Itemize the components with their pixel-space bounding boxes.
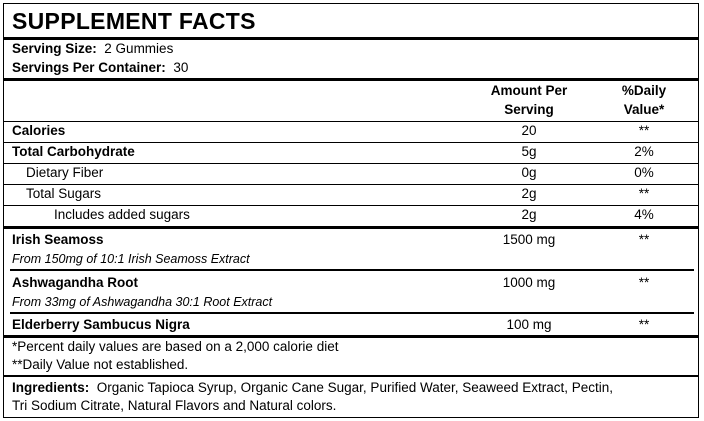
ingredient-name: Irish Seamoss (12, 232, 104, 247)
servings-per-container (12, 59, 188, 77)
dv-header-line1: %Daily (621, 83, 667, 98)
ingredient-name: Elderberry Sambucus Nigra (12, 317, 190, 332)
nutrient-name: Total Sugars (26, 186, 102, 201)
ingredient-amount: 1000 mg (502, 275, 556, 290)
footnote-not-established: **Daily Value not established. (12, 357, 189, 372)
ingredient-note: From 150mg of 10:1 Irish Seamoss Extract (12, 252, 250, 266)
nutrient-amount: 2g (521, 207, 537, 222)
nutrient-amount: 20 (521, 123, 537, 138)
nutrient-dv: 4% (634, 207, 654, 222)
servings-per-container-value: 30 (173, 60, 189, 75)
nutrient-dv: ** (638, 123, 650, 138)
divider (10, 269, 694, 271)
nutrient-dv: 2% (634, 144, 654, 159)
nutrient-dv: 0% (634, 165, 654, 180)
ingredients-label: Ingredients: (12, 380, 90, 395)
dv-header-line2: Value* (623, 102, 665, 117)
nutrient-amount: 5g (521, 144, 537, 159)
ingredient-amount: 100 mg (506, 317, 552, 332)
serving-size (12, 40, 173, 58)
serving-size-value: 2 Gummies (104, 41, 174, 56)
servings-per-container-label: Servings Per Container: (12, 60, 166, 75)
divider (4, 226, 698, 229)
serving-size-label: Serving Size: (12, 41, 97, 56)
ingredients-text-2: Tri Sodium Citrate, Natural Flavors and Natural colors. (12, 398, 337, 413)
ingredient-dv: ** (638, 317, 650, 332)
ingredients-line1 (12, 379, 613, 397)
nutrient-amount: 2g (521, 186, 537, 201)
nutrient-name: Total Carbohydrate (12, 144, 135, 159)
nutrient-name: Calories (12, 123, 66, 138)
amount-header-line1: Amount Per (490, 83, 568, 98)
ingredient-name: Ashwagandha Root (12, 275, 139, 290)
ingredient-dv: ** (638, 232, 650, 247)
nutrient-name: Dietary Fiber (26, 165, 104, 180)
ingredient-note: From 33mg of Ashwagandha 30:1 Root Extract (12, 295, 273, 309)
divider (4, 375, 698, 377)
nutrient-name: Includes added sugars (54, 207, 190, 222)
nutrient-dv: ** (638, 186, 650, 201)
footnote-percent: *Percent daily values are based on a 2,000 calorie diet (12, 339, 339, 354)
divider (10, 312, 694, 314)
ingredients-text-1: Organic Tapioca Syrup, Organic Cane Sugar, Purified Water, Seaweed Extract, Pectin, (96, 380, 614, 395)
amount-header-line2: Serving (504, 102, 554, 117)
ingredient-dv: ** (638, 275, 650, 290)
nutrient-amount: 0g (521, 165, 537, 180)
ingredient-amount: 1500 mg (502, 232, 556, 247)
supplement-facts-panel (3, 3, 699, 418)
panel-title: SUPPLEMENT FACTS (12, 8, 256, 34)
